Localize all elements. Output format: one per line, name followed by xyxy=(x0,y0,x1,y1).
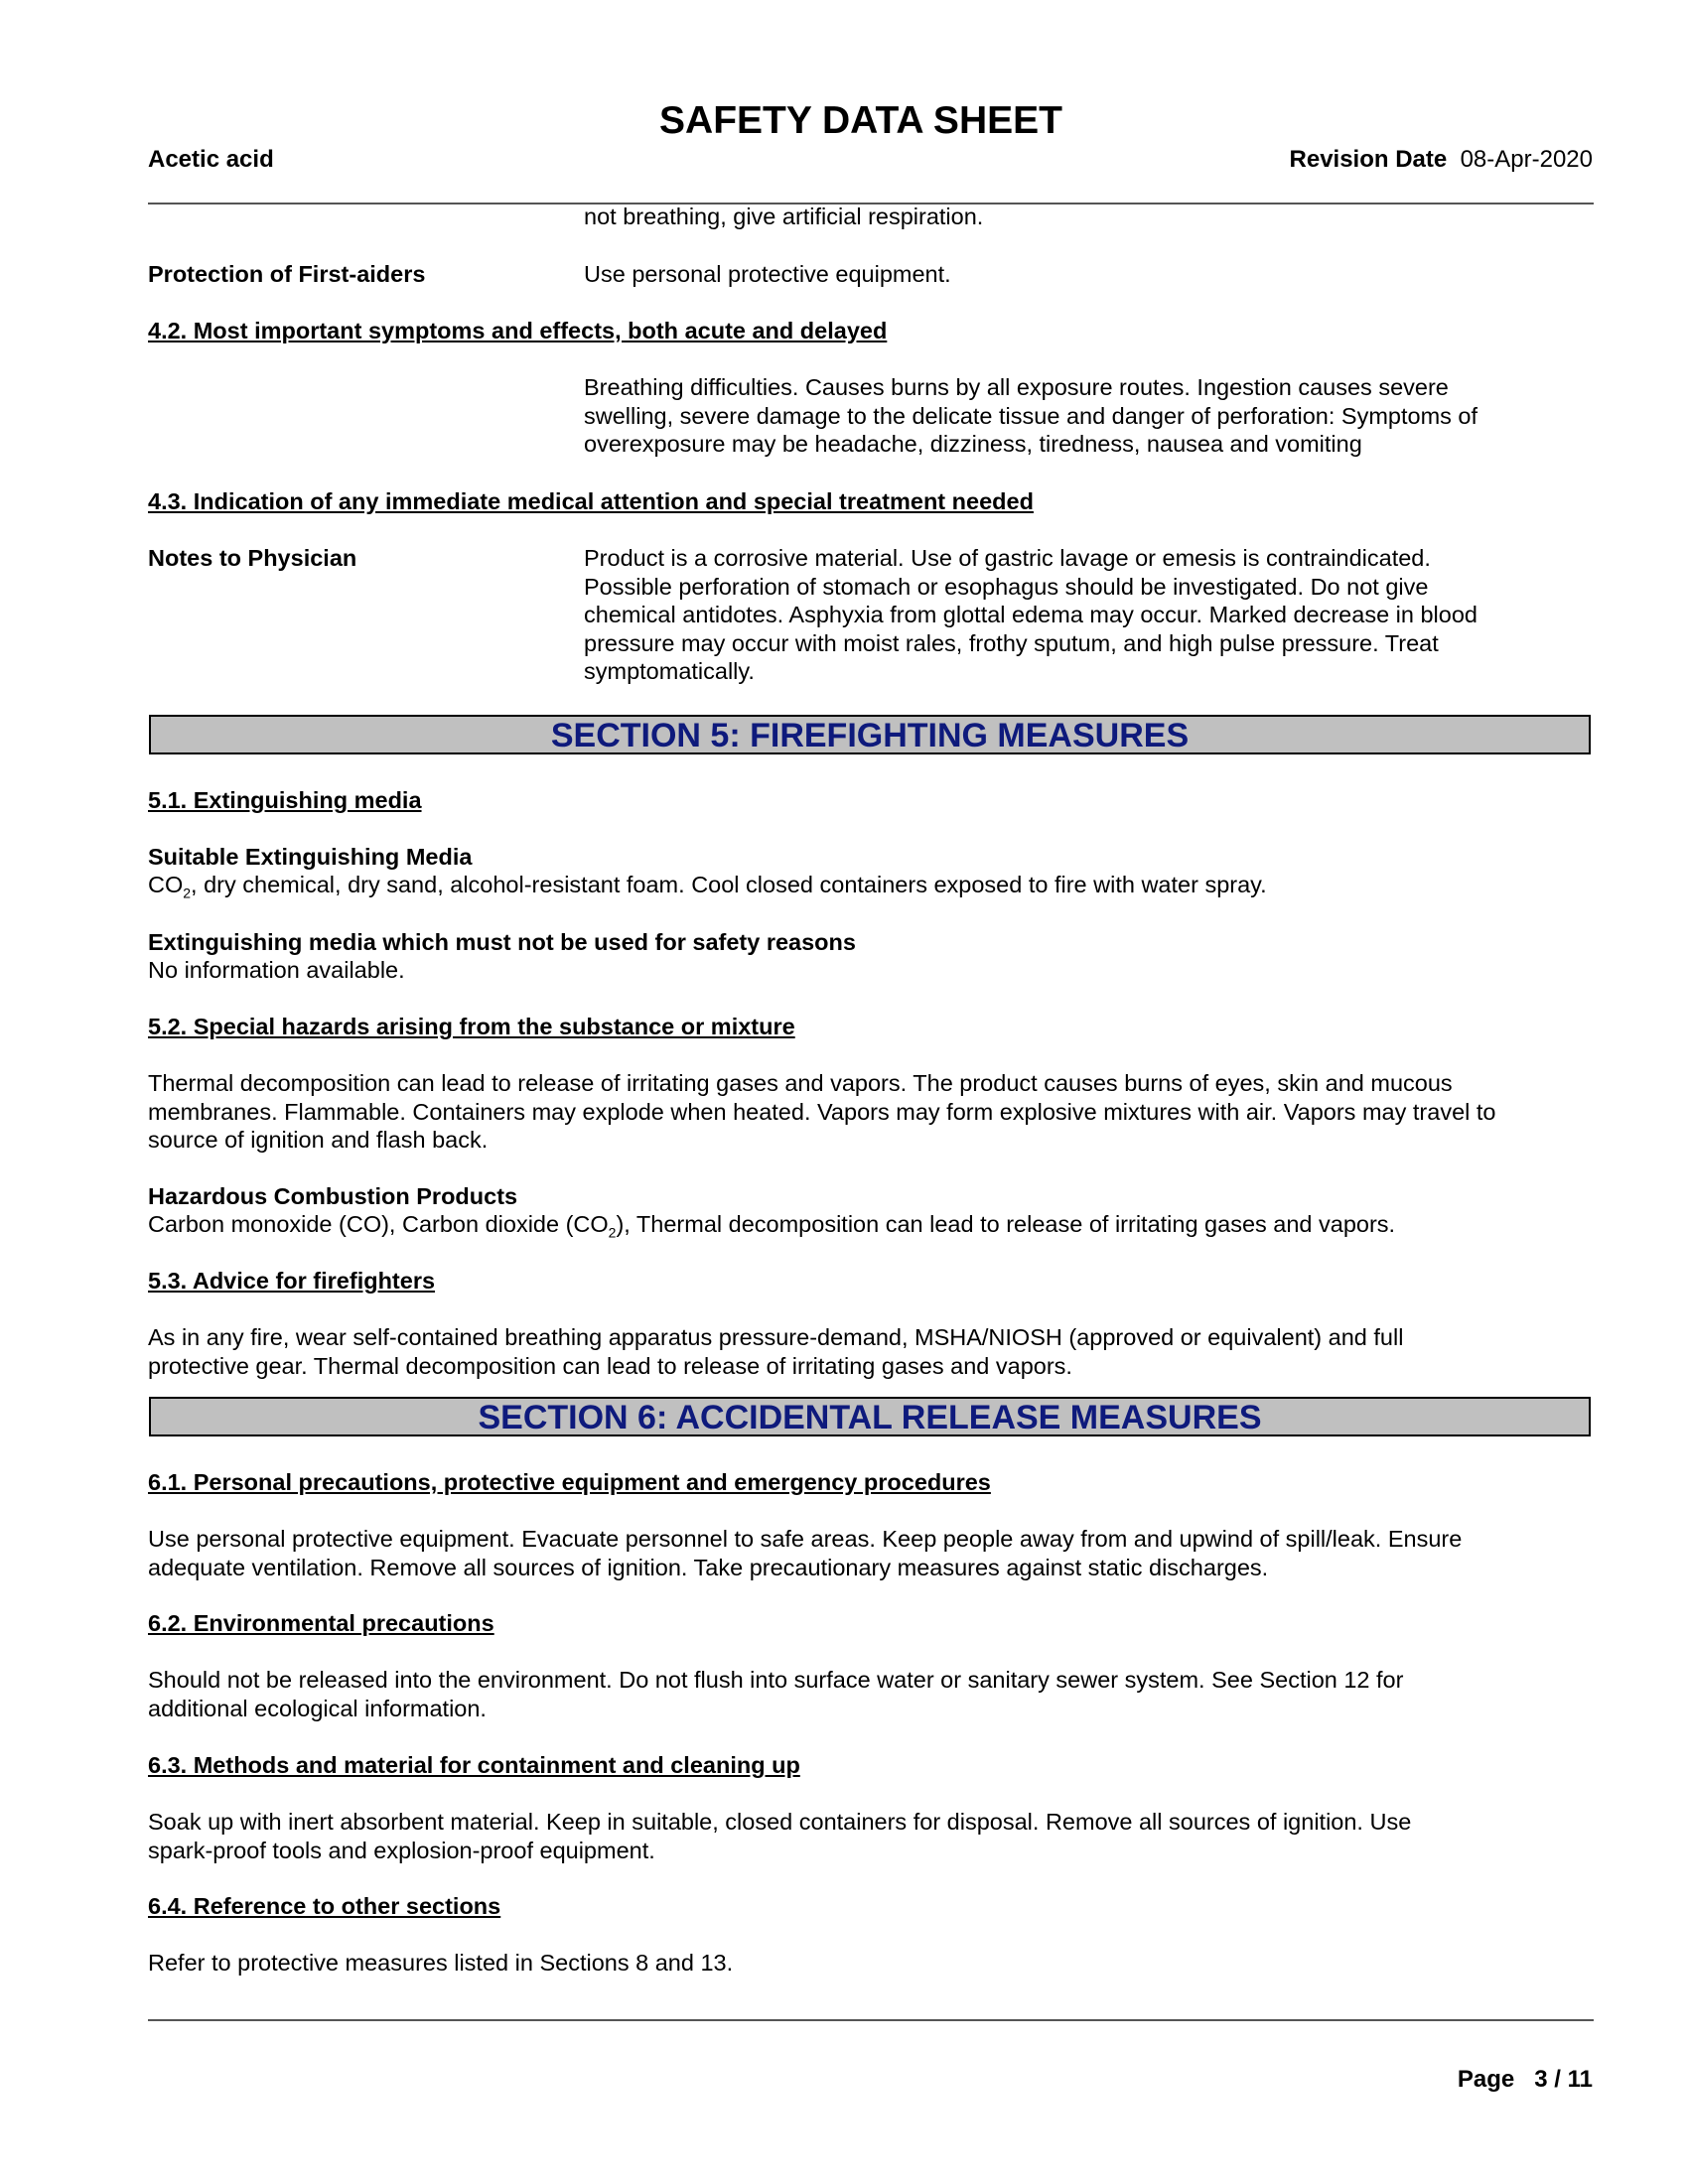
environmental-line: Should not be released into the environment. Do not flush into surface water or sanitary sewer system. See Section 12 for xyxy=(148,1667,1404,1693)
physician-label: Notes to Physician xyxy=(148,545,357,571)
containment-line: spark-proof tools and explosion-proof equipment. xyxy=(148,1837,655,1863)
document-title: SAFETY DATA SHEET xyxy=(659,99,1062,142)
revision-date: 08-Apr-2020 xyxy=(1460,146,1593,173)
reference-text: Refer to protective measures listed in Sections 8 and 13. xyxy=(148,1950,734,1976)
personal-precautions-paragraph xyxy=(148,1525,1594,1581)
physician-notes xyxy=(584,544,1587,686)
combustion-b: ), Thermal decomposition can lead to release of irritating gases and vapors. xyxy=(616,1211,1396,1237)
symptoms-line: swelling, severe damage to the delicate tissue and danger of perforation: Symptoms of xyxy=(584,402,1478,429)
combustion-products-label: Hazardous Combustion Products xyxy=(148,1183,518,1209)
physician-line: pressure may occur with moist rales, frothy sputum, and high pulse pressure. Treat xyxy=(584,629,1439,656)
first-aid-carry-text: not breathing, give artificial respiration. xyxy=(584,204,984,229)
heading-5-3: 5.3. Advice for firefighters xyxy=(148,1268,436,1294)
symptoms-line: Breathing difficulties. Causes burns by all exposure routes. Ingestion causes severe xyxy=(584,374,1449,400)
symptoms-paragraph xyxy=(584,373,1587,459)
precautions-line: adequate ventilation. Remove all sources of ignition. Take precautionary measures against static discharges. xyxy=(148,1554,1269,1580)
heading-6-2: 6.2. Environmental precautions xyxy=(148,1610,494,1636)
physician-line: symptomatically. xyxy=(584,658,755,685)
containment-paragraph xyxy=(148,1808,1594,1864)
advice-line: protective gear. Thermal decomposition can lead to release of irritating gases and vapors. xyxy=(148,1352,1072,1379)
product-name: Acetic acid xyxy=(148,146,274,173)
advice-line: As in any fire, wear self-contained breathing apparatus pressure-demand, MSHA/NIOSH (approved or equivalent) and full xyxy=(148,1324,1404,1350)
heading-6-1: 6.1. Personal precautions, protective equipment and emergency procedures xyxy=(148,1469,991,1495)
page-label: Page xyxy=(1457,2066,1515,2093)
co-text: CO xyxy=(148,872,184,897)
symptoms-line: overexposure may be headache, dizziness, tiredness, nausea and vomiting xyxy=(584,431,1362,458)
subscript-2: 2 xyxy=(183,885,192,901)
physician-line: Product is a corrosive material. Use of gastric lavage or emesis is contraindicated. xyxy=(584,545,1431,571)
subscript-2: 2 xyxy=(608,1224,617,1241)
containment-line: Soak up with inert absorbent material. Keep in suitable, closed containers for disposal. Remove all sources of ignition. Use xyxy=(148,1809,1412,1835)
physician-line: chemical antidotes. Asphyxia from glottal edema may occur. Marked decrease in blood xyxy=(584,602,1477,628)
unsuitable-media-label: Extinguishing media which must not be used for safety reasons xyxy=(148,929,856,955)
precautions-line: Use personal protective equipment. Evacuate personnel to safe areas. Keep people away from and upwind of spill/leak. Ensure xyxy=(148,1526,1463,1552)
unsuitable-media-text: No information available. xyxy=(148,957,405,983)
first-aiders-label: Protection of First-aiders xyxy=(148,261,426,287)
hazards-line: membranes. Flammable. Containers may explode when heated. Vapors may form explosive mixtures with air. Vapors may travel to xyxy=(148,1098,1496,1125)
heading-6-4: 6.4. Reference to other sections xyxy=(148,1893,501,1919)
section-5-banner: SECTION 5: FIREFIGHTING MEASURES xyxy=(149,715,1591,754)
physician-line: Possible perforation of stomach or esophagus should be investigated. Do not give xyxy=(584,573,1429,600)
heading-4-3: 4.3. Indication of any immediate medical attention and special treatment needed xyxy=(148,488,1034,514)
combustion-a: Carbon monoxide (CO), Carbon dioxide (CO xyxy=(148,1211,609,1237)
heading-6-3: 6.3. Methods and material for containment and cleaning up xyxy=(148,1752,800,1778)
combustion-products-text xyxy=(148,1210,1594,1239)
revision-label: Revision Date xyxy=(1289,146,1448,173)
hazards-line: source of ignition and flash back. xyxy=(148,1127,489,1154)
heading-5-1: 5.1. Extinguishing media xyxy=(148,787,422,813)
suitable-rest: , dry chemical, dry sand, alcohol-resistant foam. Cool closed containers exposed to fire with water spray. xyxy=(191,872,1267,897)
revision-info xyxy=(1290,145,1593,175)
page-value: 3 / 11 xyxy=(1534,2066,1593,2093)
special-hazards-paragraph xyxy=(148,1069,1594,1155)
suitable-media-text xyxy=(148,871,1594,899)
footer-rule xyxy=(148,2019,1594,2021)
environmental-line: additional ecological information. xyxy=(148,1695,487,1721)
heading-5-2: 5.2. Special hazards arising from the substance or mixture xyxy=(148,1014,795,1039)
environmental-precautions-paragraph xyxy=(148,1666,1594,1722)
section-6-banner: SECTION 6: ACCIDENTAL RELEASE MEASURES xyxy=(149,1397,1591,1436)
hazards-line: Thermal decomposition can lead to release of irritating gases and vapors. The product causes burns of eyes, skin and mucous xyxy=(148,1070,1453,1096)
suitable-media-label: Suitable Extinguishing Media xyxy=(148,844,473,870)
heading-4-2: 4.2. Most important symptoms and effects, both acute and delayed xyxy=(148,318,888,343)
firefighter-advice-paragraph xyxy=(148,1323,1594,1380)
first-aiders-text: Use personal protective equipment. xyxy=(584,261,951,287)
page-number xyxy=(1458,2065,1593,2095)
